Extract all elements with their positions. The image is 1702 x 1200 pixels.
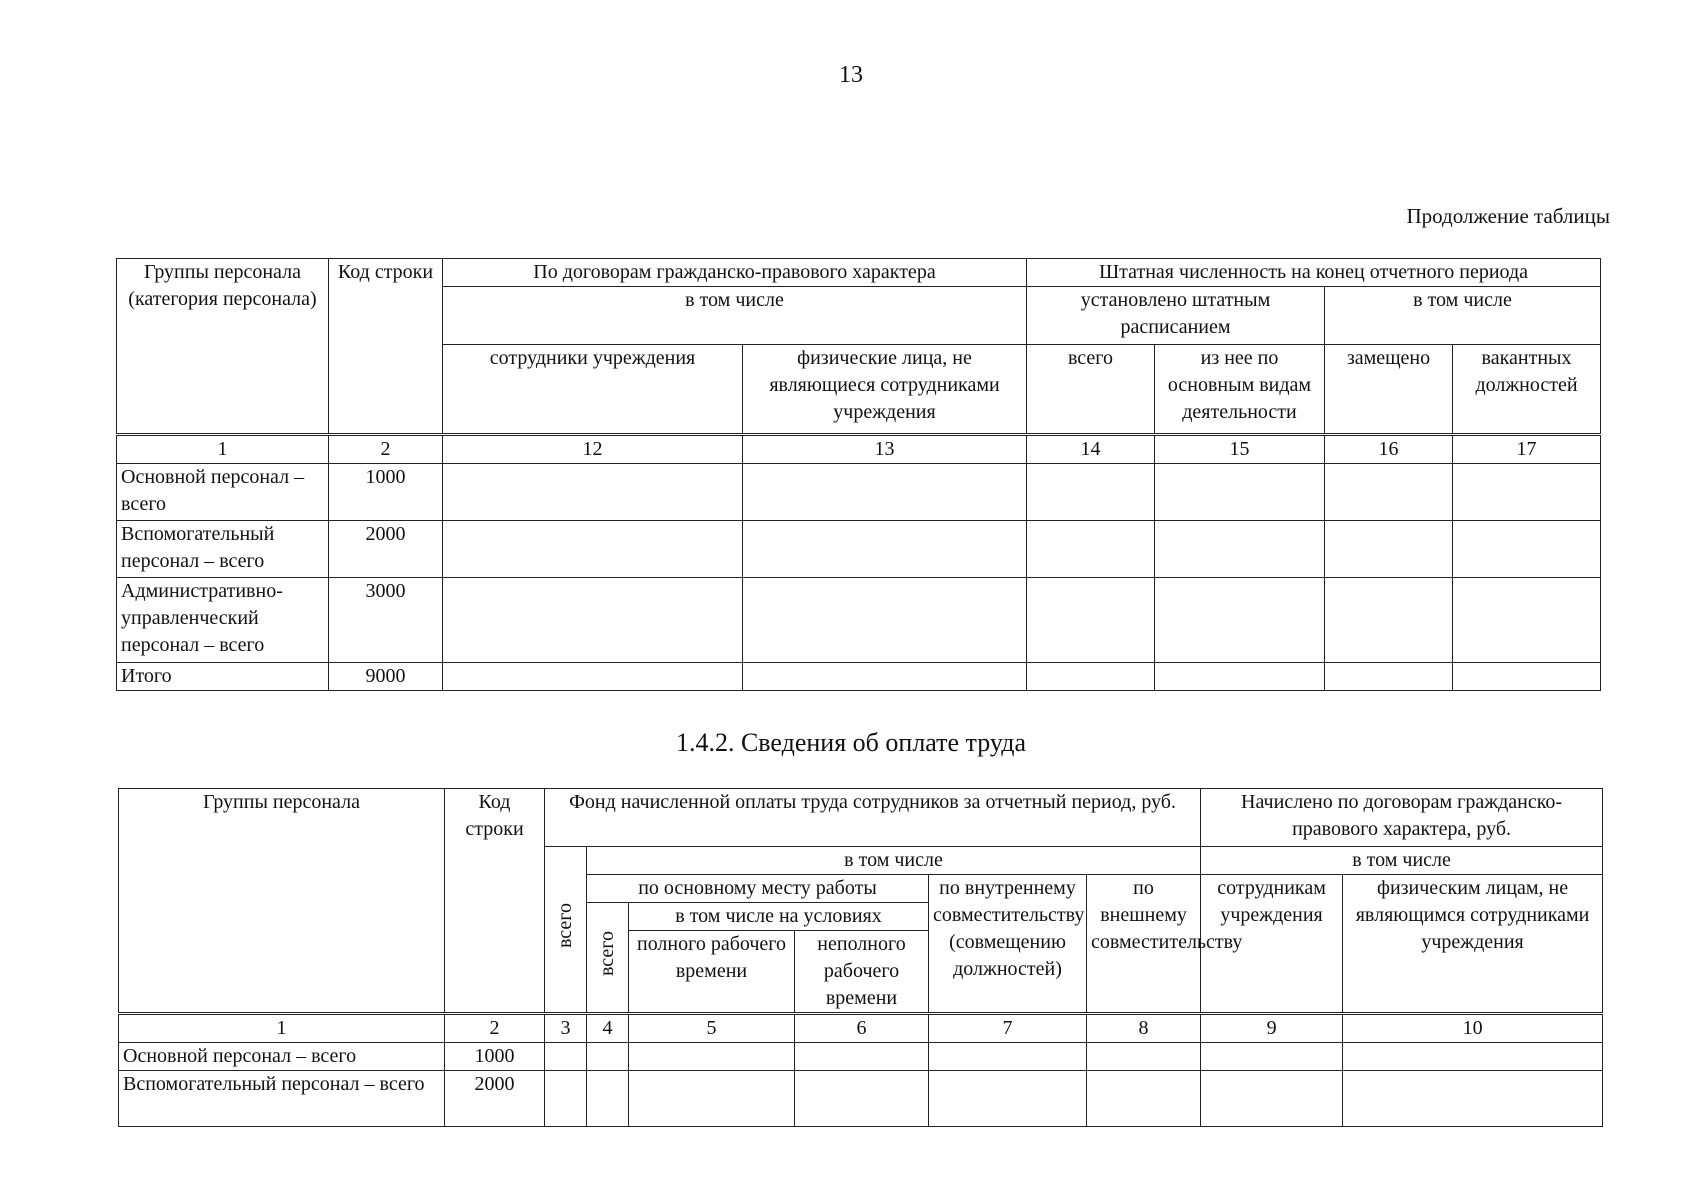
row-code: 2000	[445, 1071, 545, 1127]
header-part-time: неполного рабочего времени	[795, 931, 929, 1014]
data-cell[interactable]	[795, 1043, 929, 1071]
col-number: 2	[329, 435, 443, 464]
column-number-row	[117, 435, 1601, 464]
data-cell[interactable]	[443, 521, 743, 578]
row-code: 1000	[329, 464, 443, 521]
row-name: Административно-управленческий персонал – всего	[117, 578, 329, 663]
data-cell[interactable]	[1027, 521, 1155, 578]
data-cell[interactable]	[1155, 521, 1325, 578]
row-code: 9000	[329, 663, 443, 691]
header-to-staff: сотрудникам учреждения	[1201, 875, 1343, 1014]
data-cell[interactable]	[1087, 1043, 1201, 1071]
data-cell[interactable]	[443, 663, 743, 691]
data-cell[interactable]	[1201, 1043, 1343, 1071]
table-row	[117, 578, 1601, 663]
header-internal: по внутреннему совместительству (совмещению должностей)	[929, 875, 1087, 1014]
data-cell[interactable]	[587, 1071, 629, 1127]
col-number: 4	[587, 1014, 629, 1043]
row-name: Вспомогательный персонал – всего	[117, 521, 329, 578]
col-number: 17	[1453, 435, 1601, 464]
col-number: 10	[1343, 1014, 1603, 1043]
header-to-nonstaff: физическим лицам, не являющимся сотрудниками учреждения	[1343, 875, 1603, 1014]
data-cell[interactable]	[1453, 464, 1601, 521]
col-number: 6	[795, 1014, 929, 1043]
data-cell[interactable]	[1325, 464, 1453, 521]
header-code: Код строки	[329, 259, 443, 435]
data-cell[interactable]	[1453, 578, 1601, 663]
data-cell[interactable]	[1325, 521, 1453, 578]
data-cell[interactable]	[587, 1043, 629, 1071]
col-number: 8	[1087, 1014, 1201, 1043]
header-fund-total: всего	[554, 902, 576, 949]
table-row	[119, 1043, 1603, 1071]
data-cell[interactable]	[1325, 578, 1453, 663]
row-code: 1000	[445, 1043, 545, 1071]
header-full-time: полного рабочего времени	[629, 931, 795, 1014]
data-cell[interactable]	[1155, 663, 1325, 691]
header-external: по внешнему совместительству	[1087, 875, 1201, 1014]
header-group: Группы персонала (категория персонала)	[117, 259, 329, 435]
col-number: 1	[119, 1014, 445, 1043]
data-cell[interactable]	[443, 464, 743, 521]
row-code: 3000	[329, 578, 443, 663]
staffing-table	[116, 258, 1601, 691]
header-gph-staff: сотрудники учреждения	[443, 345, 743, 435]
header-accrued-incl: в том числе	[1201, 847, 1603, 875]
col-number: 9	[1201, 1014, 1343, 1043]
data-cell[interactable]	[929, 1071, 1087, 1127]
data-cell[interactable]	[1325, 663, 1453, 691]
header-gph: По договорам гражданско-правового характера	[443, 259, 1027, 287]
data-cell[interactable]	[1027, 578, 1155, 663]
header-established: установлено штатным расписанием	[1027, 287, 1325, 345]
data-cell[interactable]	[1201, 1071, 1343, 1127]
header-conditions: в том числе на условиях	[629, 903, 929, 931]
data-cell[interactable]	[443, 578, 743, 663]
data-cell[interactable]	[1027, 663, 1155, 691]
data-cell[interactable]	[1453, 521, 1601, 578]
header-gph-incl: в том числе	[443, 287, 1027, 345]
header-main-total-cell	[587, 903, 629, 1014]
col-number: 3	[545, 1014, 587, 1043]
data-cell[interactable]	[1343, 1043, 1603, 1071]
data-cell[interactable]	[545, 1071, 587, 1127]
header-filled: замещено	[1325, 345, 1453, 435]
row-name: Основной персонал – всего	[117, 464, 329, 521]
row-name: Итого	[117, 663, 329, 691]
table-row	[119, 1071, 1603, 1127]
header-gph-nonstaff: физические лица, не являющиеся сотрудниками учреждения	[743, 345, 1027, 435]
header-staffing: Штатная численность на конец отчетного периода	[1027, 259, 1601, 287]
header-accrued: Начислено по договорам гражданско-правового характера, руб.	[1201, 789, 1603, 847]
data-cell[interactable]	[743, 663, 1027, 691]
column-number-row	[119, 1014, 1603, 1043]
row-name: Основной персонал – всего	[119, 1043, 445, 1071]
row-code: 2000	[329, 521, 443, 578]
table-row-total	[117, 663, 1601, 691]
data-cell[interactable]	[1155, 578, 1325, 663]
col-number: 7	[929, 1014, 1087, 1043]
header-fund-total-cell	[545, 847, 587, 1014]
data-cell[interactable]	[743, 464, 1027, 521]
header-st-incl: в том числе	[1325, 287, 1601, 345]
header-fund-incl: в том числе	[587, 847, 1201, 875]
header-vacant: вакантных должностей	[1453, 345, 1601, 435]
data-cell[interactable]	[629, 1071, 795, 1127]
section-title: 1.4.2. Сведения об оплате труда	[675, 728, 1027, 757]
col-number: 15	[1155, 435, 1325, 464]
data-cell[interactable]	[1155, 464, 1325, 521]
continuation-label: Продолжение таблицы	[1406, 204, 1610, 228]
header-group: Группы персонала	[119, 789, 445, 1014]
header-fund: Фонд начисленной оплаты труда сотрудников за отчетный период, руб.	[545, 789, 1201, 847]
data-cell[interactable]	[743, 521, 1027, 578]
data-cell[interactable]	[629, 1043, 795, 1071]
payroll-table	[118, 788, 1603, 1127]
header-main-activity: из нее по основным видам деятельности	[1155, 345, 1325, 435]
header-main-place: по основному месту работы	[587, 875, 929, 903]
data-cell[interactable]	[743, 578, 1027, 663]
data-cell[interactable]	[929, 1043, 1087, 1071]
header-main-total: всего	[596, 930, 618, 977]
header-code: Код строки	[445, 789, 545, 1014]
table-row	[117, 521, 1601, 578]
data-cell[interactable]	[1343, 1071, 1603, 1127]
row-name: Вспомогательный персонал – всего	[119, 1071, 445, 1127]
col-number: 13	[743, 435, 1027, 464]
col-number: 14	[1027, 435, 1155, 464]
col-number: 5	[629, 1014, 795, 1043]
data-cell[interactable]	[1453, 663, 1601, 691]
col-number: 16	[1325, 435, 1453, 464]
data-cell[interactable]	[545, 1043, 587, 1071]
col-number: 1	[117, 435, 329, 464]
page-number: 13	[839, 62, 863, 88]
data-cell[interactable]	[1027, 464, 1155, 521]
data-cell[interactable]	[1087, 1071, 1201, 1127]
col-number: 12	[443, 435, 743, 464]
header-total: всего	[1027, 345, 1155, 435]
col-number: 2	[445, 1014, 545, 1043]
table-row	[117, 464, 1601, 521]
data-cell[interactable]	[795, 1071, 929, 1127]
